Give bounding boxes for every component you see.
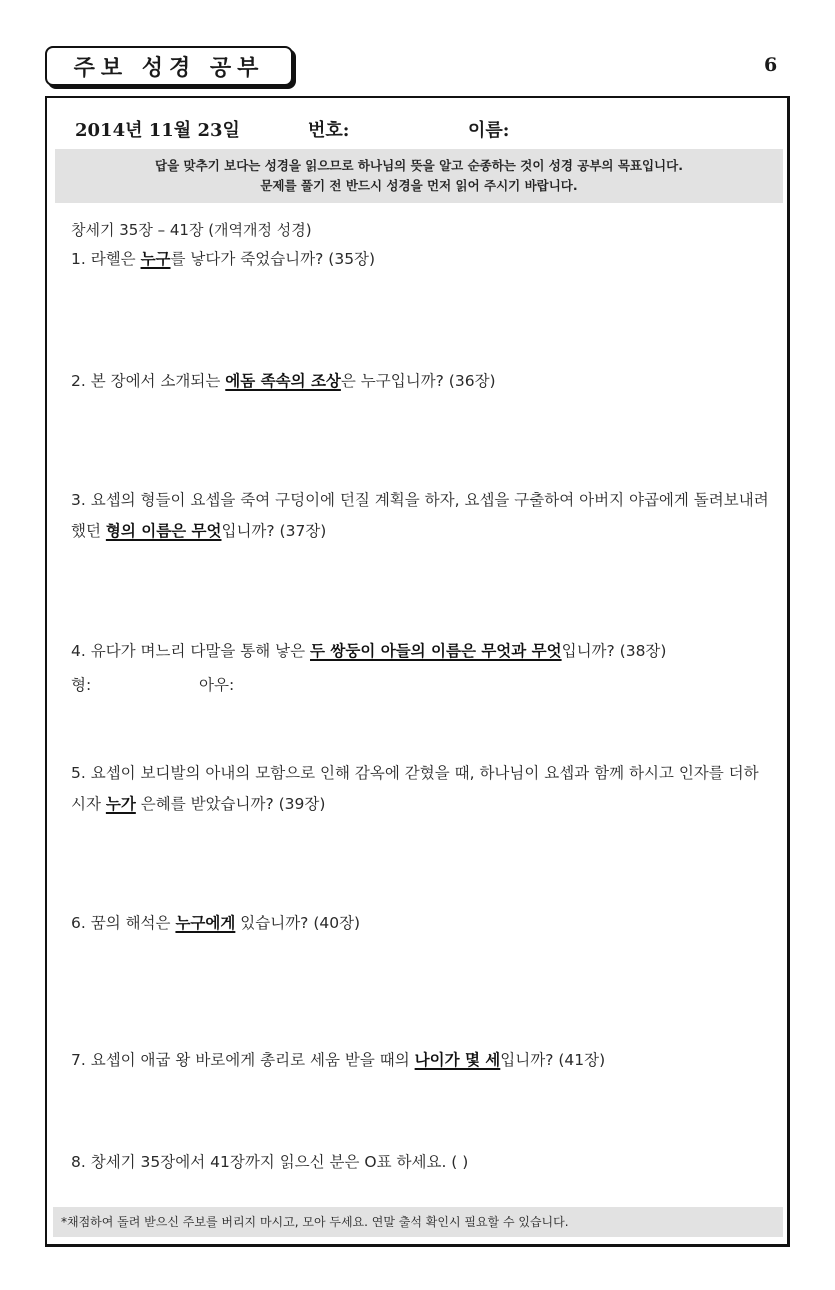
- question-5: 5. 요셉이 보디발의 아내의 모함으로 인해 감옥에 갇혔을 때, 하나님이 요셉과 함께 하시고 인자를 더하시자 누가 은혜를 받았습니까? (39장): [71, 764, 759, 813]
- younger-label: 아우:: [199, 676, 235, 694]
- question-6: 6. 꿈의 해석은 누구에게 있습니까? (40장): [71, 914, 361, 932]
- footer-note: *채점하여 돌려 받으신 주보를 버리지 마시고, 모아 두세요. 연말 출석 확인시 필요할 수 있습니다.: [53, 1207, 783, 1237]
- question-2: 2. 본 장에서 소개되는 에돔 족속의 조상은 누구입니까? (36장): [71, 372, 496, 390]
- question-4: 4. 유다가 며느리 다말을 통해 낳은 두 쌍둥이 아들의 이름은 무엇과 무엇입니까? (38장): [71, 642, 667, 660]
- elder-label: 형:: [71, 676, 92, 694]
- reading-range: 창세기 35장 – 41장 (개역개정 성경): [71, 221, 312, 239]
- question-7: 7. 요셉이 애굽 왕 바로에게 총리로 세움 받을 때의 나이가 몇 세입니까? (41장): [71, 1051, 606, 1069]
- page-title: 주보 성경 공부: [45, 46, 293, 86]
- instruction-line-2: 문제를 풀기 전 반드시 성경을 먼저 읽어 주시기 바랍니다.: [260, 178, 578, 193]
- info-row: [75, 116, 775, 140]
- question-8: 8. 창세기 35장에서 41장까지 읽으신 분은 O표 하세요. ( ): [71, 1153, 469, 1171]
- question-1: 1. 라헬은 누구를 낳다가 죽었습니까? (35장): [71, 250, 376, 268]
- number-label: 번호:: [308, 120, 350, 141]
- instruction-banner: [55, 149, 783, 203]
- page-number: 6: [764, 54, 778, 76]
- name-label: 이름:: [468, 120, 510, 141]
- worksheet: [45, 96, 790, 1247]
- question-3: 3. 요셉의 형들이 요셉을 죽여 구덩이에 던질 계획을 하자, 요셉을 구출하여 아버지 야곱에게 돌려보내려 했던 형의 이름은 무엇입니까? (37장): [71, 491, 769, 540]
- instruction-line-1: 답을 맞추기 보다는 성경을 읽으므로 하나님의 뜻을 알고 순종하는 것이 성경 공부의 목표입니다.: [155, 158, 683, 173]
- date-text: 2014년 11월 23일: [75, 120, 240, 141]
- twins-answer-row: [71, 673, 471, 697]
